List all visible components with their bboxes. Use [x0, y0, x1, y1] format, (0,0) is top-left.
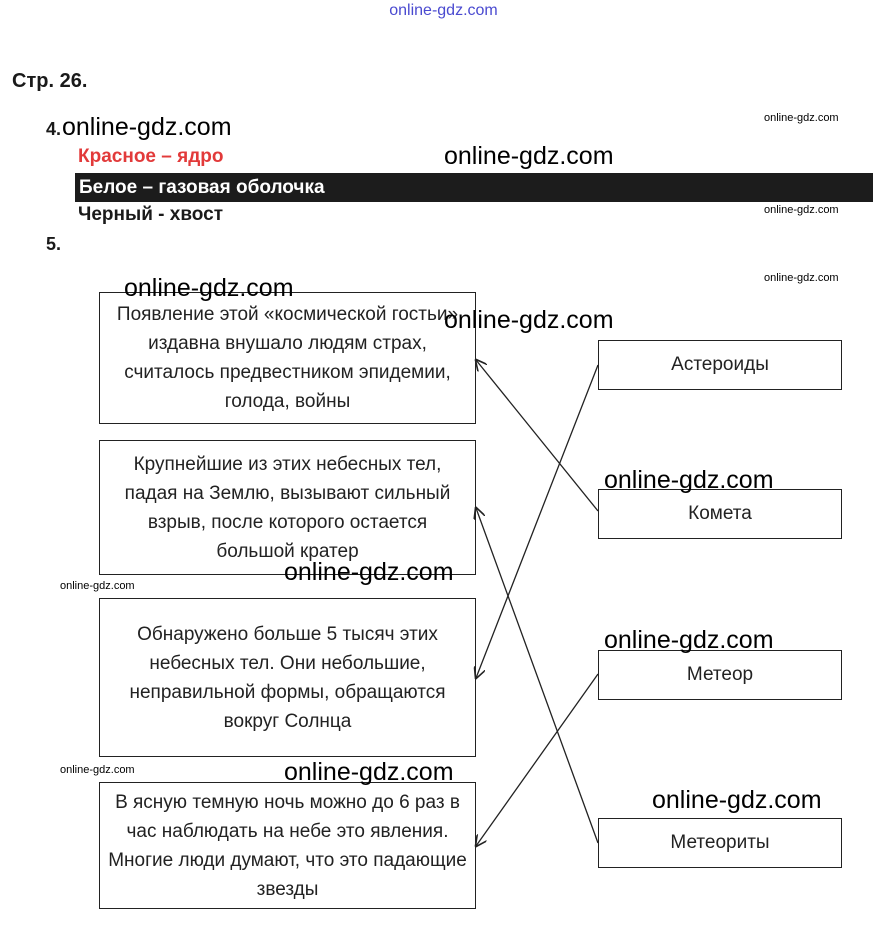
description-box-comet — [99, 292, 476, 424]
page-title: Стр. 26. — [12, 70, 88, 92]
term-box-meteor — [598, 650, 842, 700]
description-box-meteorites — [99, 440, 476, 575]
description-text: Появление этой «космической гостьи» издавна внушало людям страх, считалось предвестником эпидемии, голода, войны — [116, 304, 459, 412]
term-box-meteorites — [598, 818, 842, 868]
description-text: В ясную темную ночь можно до 6 раз в час наблюдать на небе это явления. Многие люди думают, что это падающие звезды — [108, 791, 467, 900]
watermark: online-gdz.com — [652, 786, 822, 814]
term-box-comet — [598, 489, 842, 539]
watermark: online-gdz.com — [124, 274, 294, 302]
term-label: Астероиды — [671, 354, 769, 375]
watermark: online-gdz.com — [764, 112, 839, 124]
watermark: online-gdz.com — [604, 466, 774, 494]
watermark: online-gdz.com — [60, 580, 135, 592]
answer-line-red: Красное – ядро — [78, 146, 224, 167]
watermark: online-gdz.com — [62, 113, 232, 141]
watermark: online-gdz.com — [444, 142, 614, 170]
watermark: online-gdz.com — [284, 758, 454, 786]
term-box-asteroids — [598, 340, 842, 390]
answer-line-white: Белое – газовая оболочка — [75, 173, 873, 202]
description-box-meteor — [99, 782, 476, 909]
task-4-number: 4. — [46, 119, 62, 139]
term-label: Метеориты — [670, 832, 770, 853]
description-text: Крупнейшие из этих небесных тел, падая на Землю, вызывают сильный взрыв, после которого остается большой кратер — [124, 453, 451, 562]
term-label: Комета — [688, 503, 752, 524]
watermark: online-gdz.com — [764, 272, 839, 284]
arrow-asteroids — [476, 365, 598, 678]
watermark: online-gdz.com — [604, 626, 774, 654]
watermark: online-gdz.com — [60, 764, 135, 776]
description-box-asteroids — [99, 598, 476, 757]
arrow-meteorites — [476, 508, 598, 843]
watermark: online-gdz.com — [444, 306, 614, 334]
term-label: Метеор — [686, 664, 754, 685]
task-5-number: 5. — [46, 234, 62, 254]
arrow-comet — [476, 360, 598, 511]
watermark: online-gdz.com — [764, 204, 839, 216]
site-header-link[interactable]: online-gdz.com — [389, 2, 498, 19]
watermark: online-gdz.com — [284, 558, 454, 586]
description-text: Обнаружено больше 5 тысяч этих небесных тел. Они небольшие, неправильной формы, обращаются вокруг Солнца — [129, 623, 446, 732]
arrow-meteor — [476, 674, 598, 846]
answer-line-black: Черный - хвост — [78, 204, 224, 225]
